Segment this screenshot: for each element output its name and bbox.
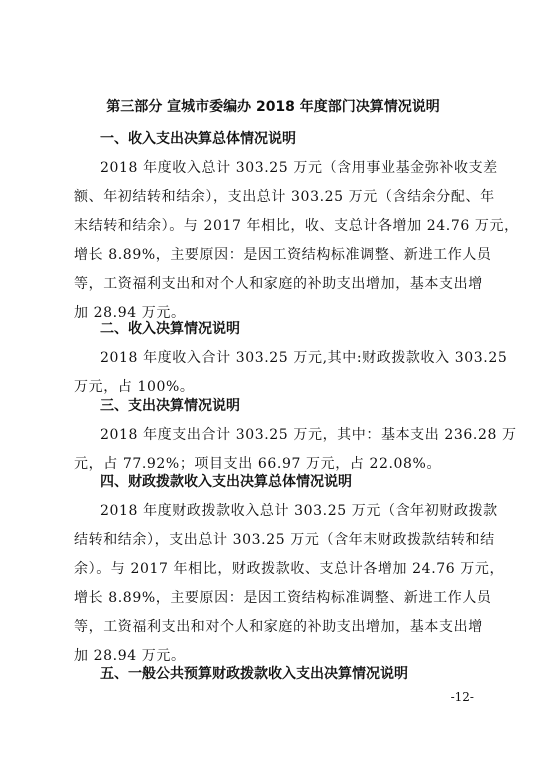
section-4-line-6: 加 28.94 万元。 — [74, 648, 186, 664]
section-2-line-2: 万元，占 100%。 — [74, 379, 195, 395]
section-4-line-2: 结转和结余），支出总计 303.25 万元（含年末财政拨款结转和结 — [74, 532, 495, 548]
section-1-line-1: 2018 年度收入总计 303.25 万元（含用事业基金弥补收支差 — [100, 160, 498, 176]
section-2-line-1: 2018 年度收入合计 303.25 万元,其中:财政拨款收入 303.25 — [100, 350, 508, 366]
section-4-line-1: 2018 年度财政拨款收入总计 303.25 万元（含年初财政拨款 — [100, 503, 498, 519]
section-3-heading: 三、支出决算情况说明 — [100, 398, 240, 414]
section-4-heading: 四、财政拨款收入支出决算总体情况说明 — [100, 474, 352, 490]
section-1-line-2: 额、年初结转和结余），支出总计 303.25 万元（含结余分配、年 — [74, 189, 495, 205]
document-title: 第三部分 宣城市委编办 2018 年度部门决算情况说明 — [106, 99, 440, 115]
section-4-line-4: 增长 8.89%，主要原因：是因工资结构标准调整、新进工作人员 — [74, 590, 492, 606]
section-1-line-3: 末结转和结余）。与 2017 年相比，收、支总计各增加 24.76 万元， — [74, 218, 519, 234]
section-5-heading: 五、一般公共预算财政拨款收入支出决算情况说明 — [100, 666, 408, 682]
section-1-heading: 一、收入支出决算总体情况说明 — [100, 131, 296, 147]
section-1-line-4: 增长 8.89%，主要原因：是因工资结构标准调整、新进工作人员 — [74, 247, 492, 263]
page-number: -12- — [450, 690, 474, 704]
section-1-line-6: 加 28.94 万元。 — [74, 305, 186, 321]
section-1-line-5: 等，工资福利支出和对个人和家庭的补助支出增加，基本支出增 — [74, 276, 483, 292]
section-4-line-3: 余）。与 2017 年相比，财政拨款收、支总计各增加 24.76 万元， — [74, 561, 505, 577]
section-3-line-1: 2018 年度支出合计 303.25 万元，其中：基本支出 236.28 万 — [100, 427, 517, 443]
section-2-heading: 二、收入决算情况说明 — [100, 321, 240, 337]
section-3-line-2: 元，占 77.92%；项目支出 66.97 万元，占 22.08%。 — [74, 456, 442, 472]
section-4-line-5: 等，工资福利支出和对个人和家庭的补助支出增加，基本支出增 — [74, 619, 483, 635]
